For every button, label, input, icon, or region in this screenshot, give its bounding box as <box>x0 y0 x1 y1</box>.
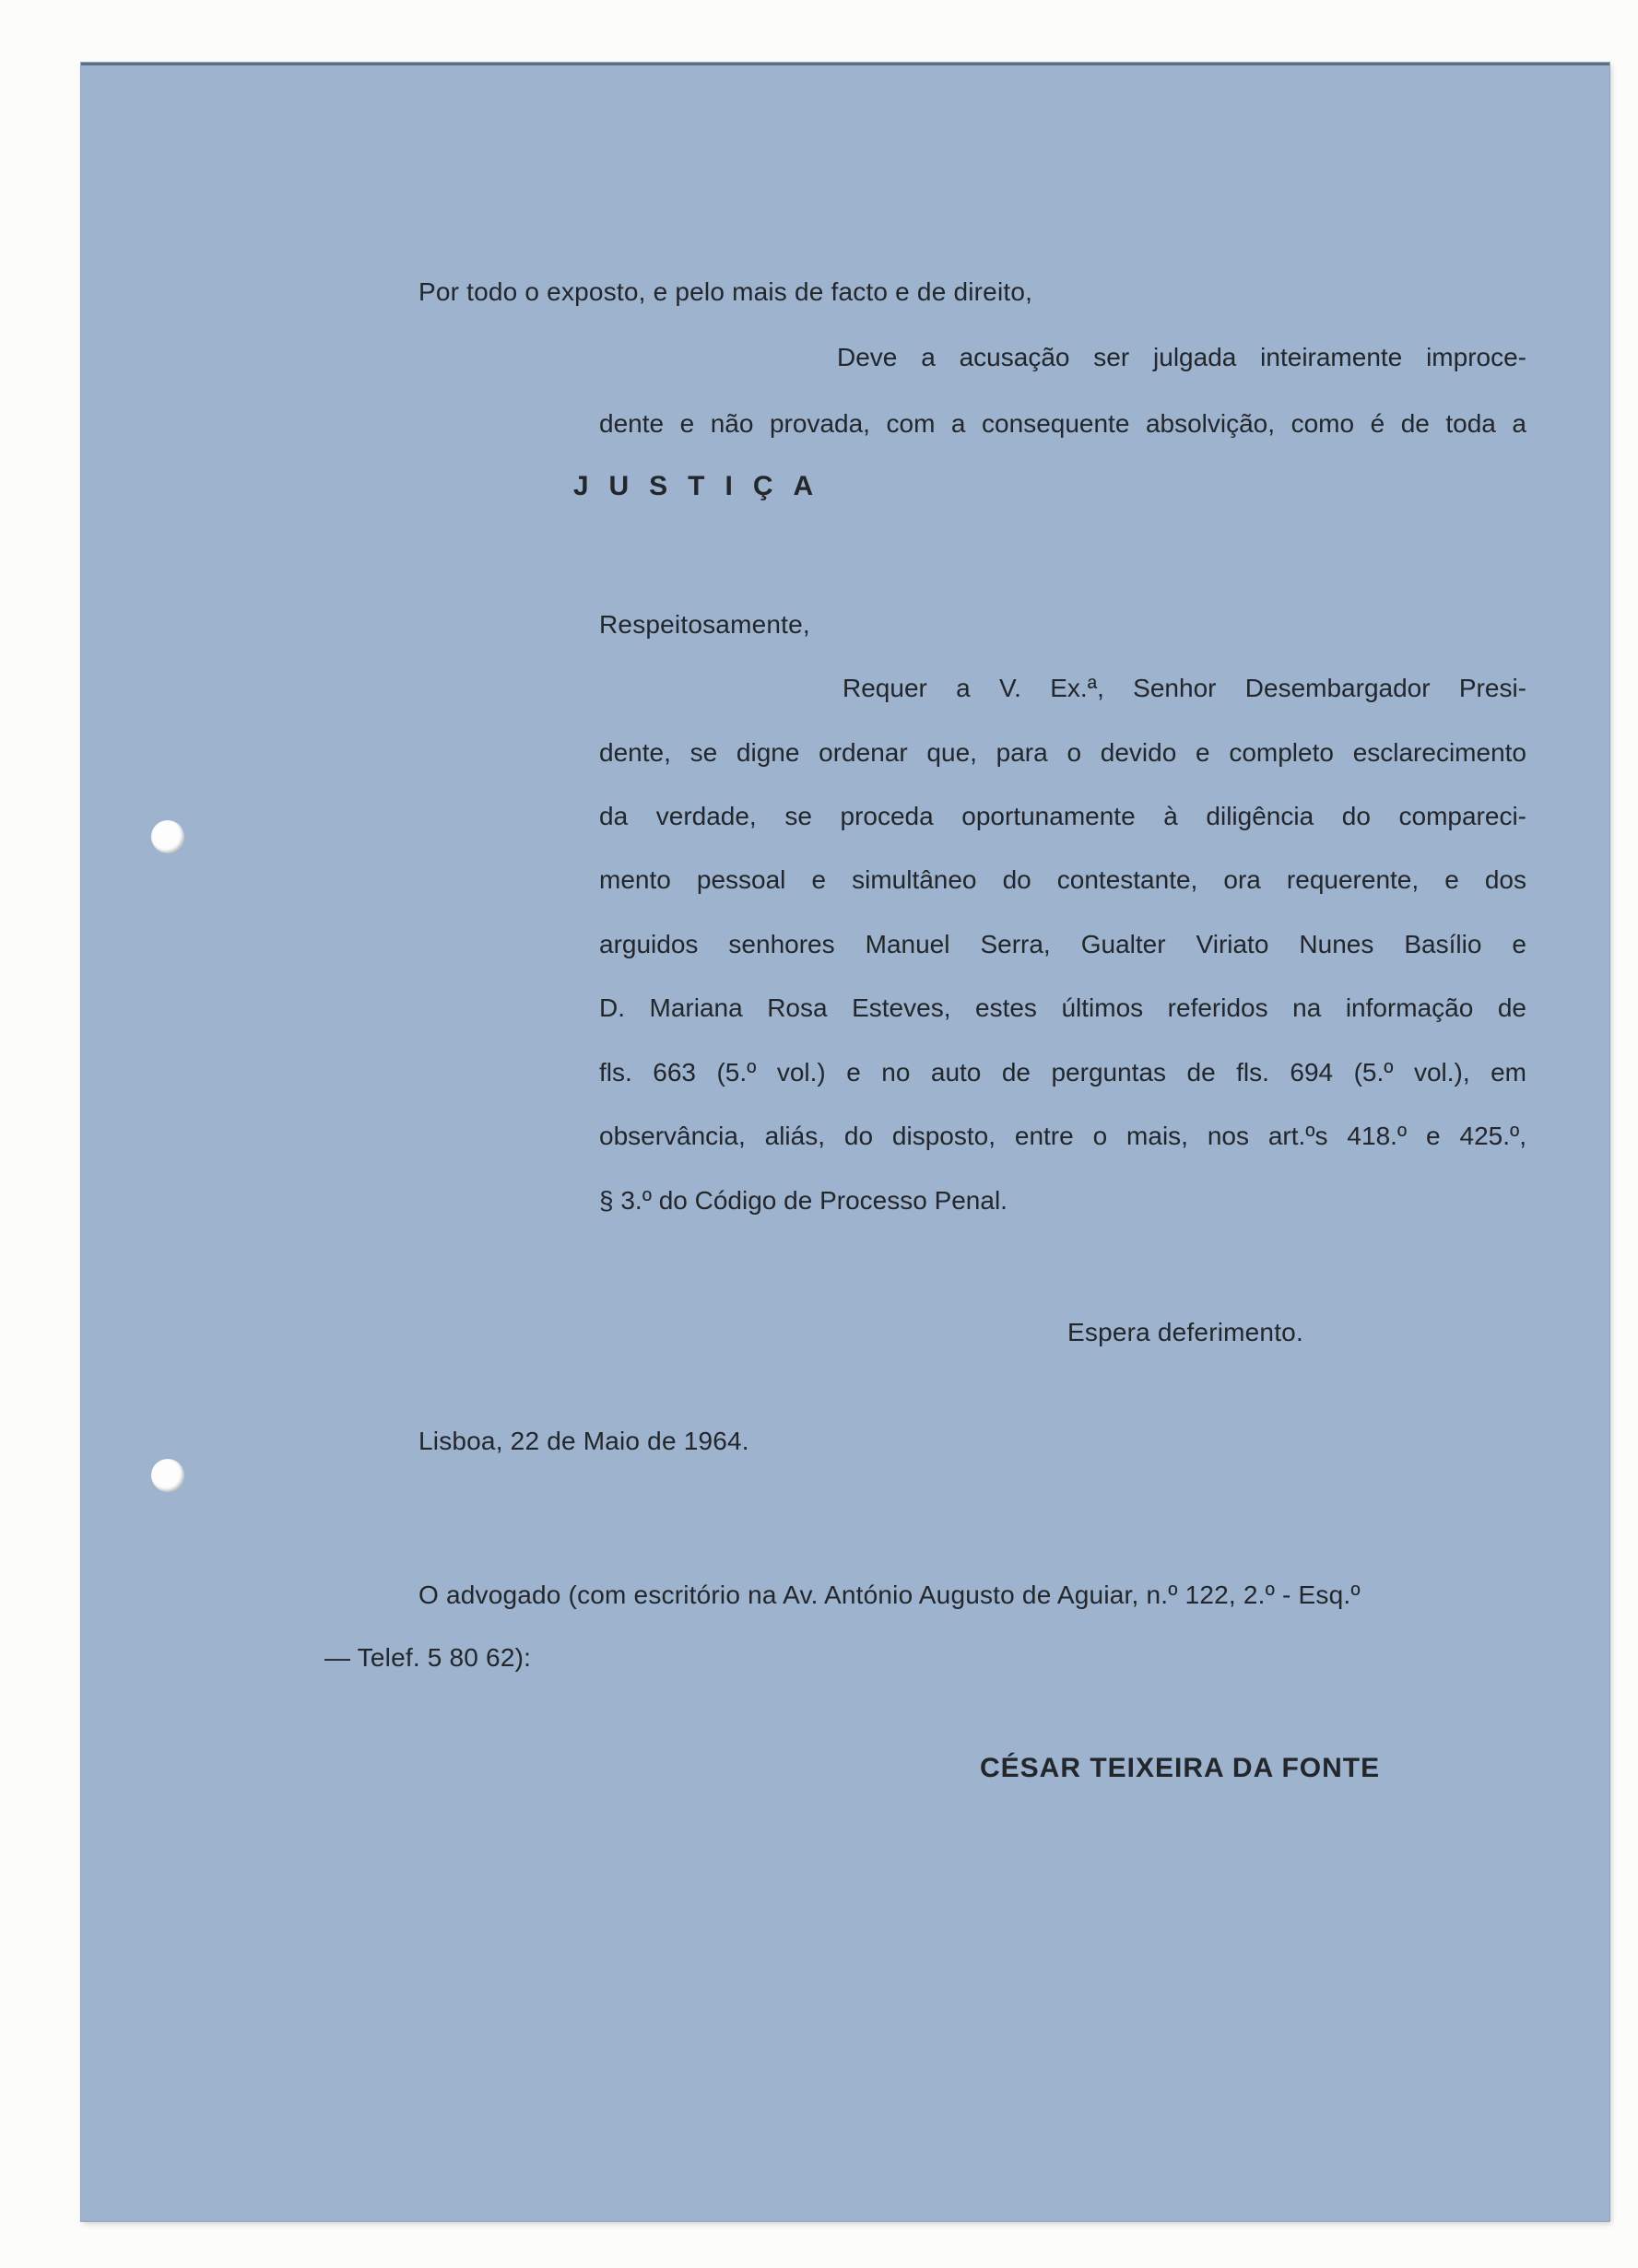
request-line: arguidos senhores Manuel Serra, Gualter Viriato Nunes Basílio e <box>599 930 1526 958</box>
punch-hole <box>151 1459 184 1492</box>
request-line: mento pessoal e simultâneo do contestante, ora requerente, e dos <box>599 865 1526 894</box>
closing-line: Espera deferimento. <box>1067 1318 1303 1346</box>
request-line: D. Mariana Rosa Esteves, estes últimos referidos na informação de <box>599 993 1526 1022</box>
salutation: Respeitosamente, <box>599 610 810 639</box>
request-line: Requer a V. Ex.ª, Senhor Desembargador Presi- <box>843 674 1526 702</box>
request-line: dente, se digne ordenar que, para o devido e completo esclarecimento <box>599 738 1526 767</box>
request-line: fls. 663 (5.º vol.) e no auto de perguntas de fls. 694 (5.º vol.), em <box>599 1058 1526 1087</box>
advocate-line-1: O advogado (com escritório na Av. António Augusto de Aguiar, n.º 122, 2.º - Esq.º <box>418 1581 1361 1609</box>
signature-name: CÉSAR TEIXEIRA DA FONTE <box>980 1753 1381 1783</box>
document-sheet <box>81 63 1609 2221</box>
conclusion-line-2: dente e não provada, com a consequente absolvição, como é de toda a <box>599 409 1526 438</box>
request-line: observância, aliás, do disposto, entre o mais, nos art.ºs 418.º e 425.º, <box>599 1122 1526 1150</box>
advocate-line-2: — Telef. 5 80 62): <box>324 1643 532 1672</box>
request-line: § 3.º do Código de Processo Penal. <box>599 1186 1008 1215</box>
date-line: Lisboa, 22 de Maio de 1964. <box>418 1427 749 1455</box>
justica-heading: JUSTIÇA <box>572 471 834 501</box>
punch-hole <box>151 820 184 853</box>
request-line: da verdade, se proceda oportunamente à diligência do compareci- <box>599 802 1526 830</box>
conclusion-line-1: Deve a acusação ser julgada inteiramente improce- <box>837 343 1526 371</box>
sheet-top-edge <box>81 63 1609 65</box>
opening-line: Por todo o exposto, e pelo mais de facto e de direito, <box>418 277 1033 306</box>
